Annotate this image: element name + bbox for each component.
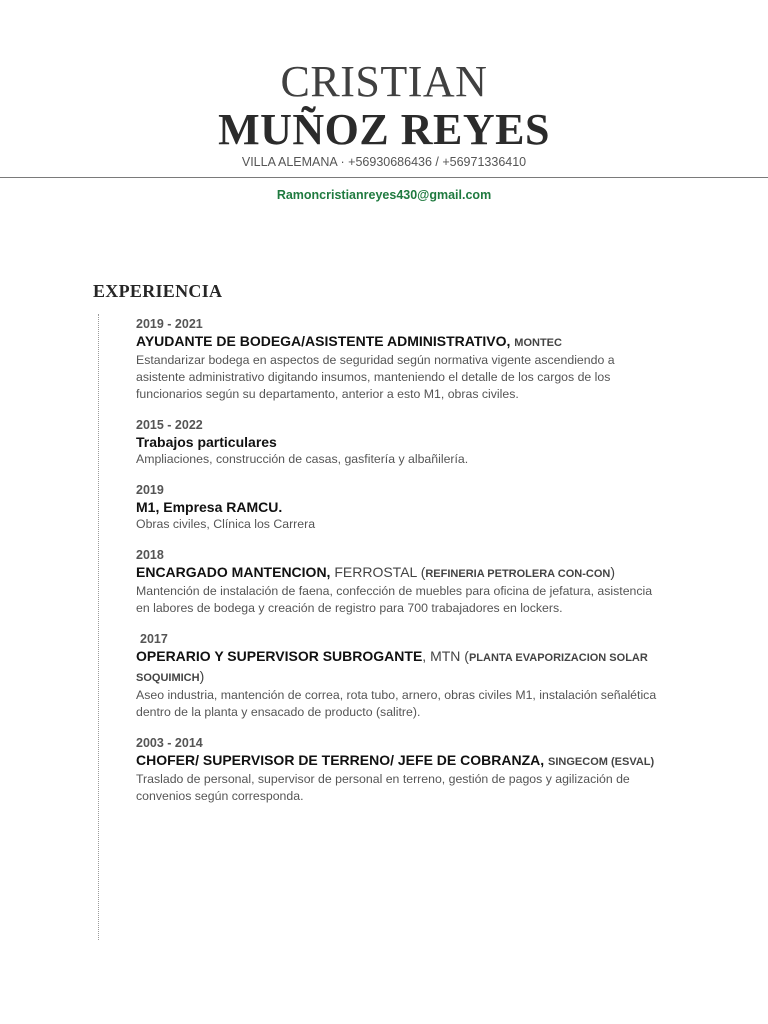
timeline-line [98, 314, 99, 940]
entry-company-detail: SINGECOM (ESVAL) [548, 756, 655, 768]
contact-line: VILLA ALEMANA · +56930686436 / +56971336410 [241, 155, 527, 169]
entry-description: Aseo industria, mantención de correa, rota tubo, arnero, obras civiles M1, instalación señalética dentro de la planta y ensacado de producto (salitre). [136, 688, 657, 719]
experience-entry [136, 482, 666, 533]
entry-title-line [136, 498, 666, 516]
entry-title: AYUDANTE DE BODEGA/ASISTENTE ADMINISTRATIVO, [136, 333, 511, 349]
entry-title-line [136, 563, 666, 583]
entry-title-line [136, 433, 666, 451]
header-divider [0, 177, 768, 178]
last-name: MUÑOZ REYES [218, 105, 550, 154]
entry-company-detail: MONTEC [514, 337, 562, 349]
entry-description: Estandarizar bodega en aspectos de seguridad según normativa vigente ascendiendo a asistente administrativo digitando insumos, manteniendo el detalle de los cargos de los funcionarios según su departamento, anterior a esto M1, obras civiles. [136, 353, 615, 401]
entry-description: Traslado de personal, supervisor de personal en terreno, gestión de pagos y agilización de convenios según corresponda. [136, 772, 630, 803]
entry-title-line [136, 647, 666, 687]
entry-company-detail: REFINERIA PETROLERA CON-CON [425, 568, 611, 580]
entry-dates: 2015 - 2022 [136, 418, 203, 432]
entry-title: Trabajos particulares [136, 434, 277, 450]
experience-entry [136, 631, 666, 721]
entry-company: FERROSTAL ( [334, 564, 426, 580]
entry-title: CHOFER/ SUPERVISOR DE TERRENO/ JEFE DE COBRANZA, [136, 752, 545, 768]
entry-dates: 2017 [140, 632, 168, 646]
entry-dates: 2019 [136, 483, 164, 497]
experience-entry [136, 417, 666, 468]
first-name: CRISTIAN [280, 57, 488, 106]
entry-title: ENCARGADO MANTENCION, [136, 564, 331, 580]
email-link[interactable]: Ramoncristianreyes430@gmail.com [276, 188, 492, 202]
entry-title: OPERARIO Y SUPERVISOR SUBROGANTE [136, 648, 423, 664]
experience-list [136, 316, 666, 819]
entry-description: Mantención de instalación de faena, confección de muebles para oficina de jefatura, asistencia en labores de bodega y creación de registro para 700 trabajadores en lockers. [136, 584, 653, 615]
entry-title-line [136, 332, 666, 352]
entry-company-tail: ) [199, 668, 205, 684]
entry-description: Obras civiles, Clínica los Carrera [136, 517, 316, 531]
entry-title-line [136, 751, 666, 771]
section-title-experience: EXPERIENCIA [93, 281, 223, 301]
entry-company: , MTN ( [422, 648, 469, 664]
experience-entry [136, 547, 666, 617]
entry-description: Ampliaciones, construcción de casas, gasfitería y albañilería. [136, 452, 469, 466]
experience-entry [136, 735, 666, 805]
experience-entry [136, 316, 666, 403]
entry-dates: 2019 - 2021 [136, 317, 203, 331]
entry-company-tail: ) [610, 564, 615, 580]
entry-dates: 2018 [136, 548, 164, 562]
entry-dates: 2003 - 2014 [136, 736, 203, 750]
entry-company-detail: PLANTA EVAPORIZACION SOLAR SOQUIMICH [136, 652, 648, 684]
entry-title: M1, Empresa RAMCU. [136, 499, 283, 515]
